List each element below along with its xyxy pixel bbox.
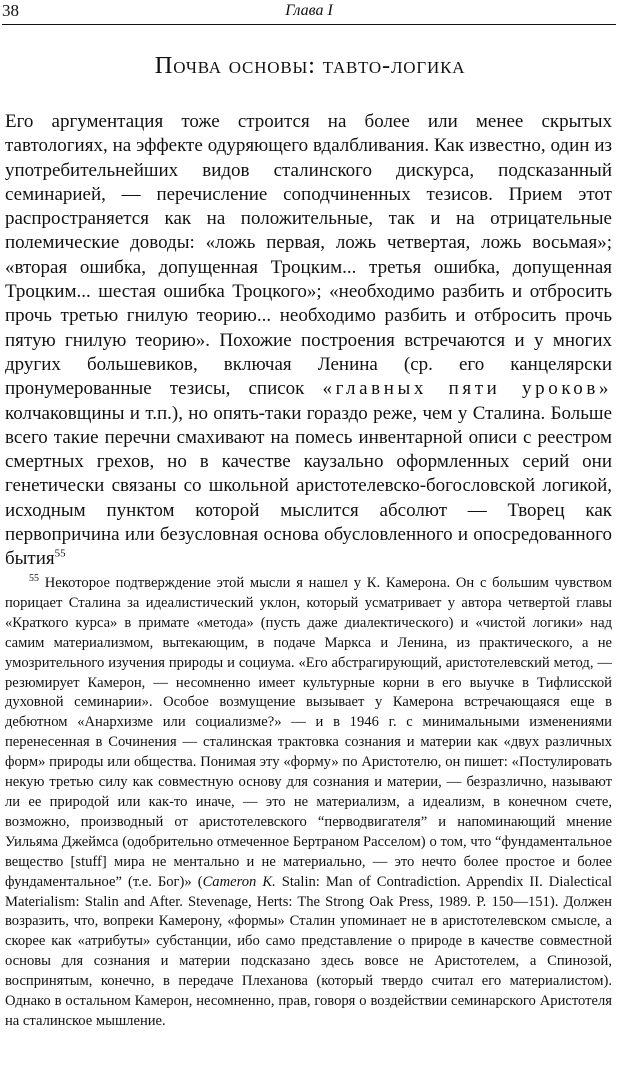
footnote-text-part-2: Stalin: Man of Contradiction. Appendix II. Dialectical Materialism: Stalin and After. Stevenage, Herts: The Strong Oak Press, 1989. P. 150—151). Должен возразить, что, вопреки Камерону, «формы» Сталин упоминает не в аристотелевском смысле, а скорее как «атрибуты» субстанции, ибо само представление о природе в качестве совместной основы для сознания и материи подсказано здесь вовсе не Аристотелем, а Спинозой, воспринятым, конечно, в передаче Плеханова (который твердо считал его материалистом). Однако в остальном Камерон, несомненно, прав, говоря о воздействии семинарского Аристотеля на сталинское мышление. bbox=[5, 873, 612, 1029]
body-text-part-1: Его аргументация тоже строится на более или менее скрытых тавтологиях, на эффекте одуряющего вдалбливания. Как известно, один из употребительнейших видов сталинского дискурса, подсказанный семинарией, — перечисление соподчиненных тезисов. Прием этот распространяется как на положительные, так и на отрицательные полемические доводы: «ложь первая, ложь четвертая, ложь восьмая»; «вторая ошибка, допущенная Троцким... третья ошибка, допущенная Троцким... шестая ошибка Троцкого»; «необходимо разбить и отбросить прочь третью гнилую теорию... необходимо разбить и отбросить прочь пятую гнилую теорию». Похожие построения встречаются и у многих других большевиков, включая Ленина (ср. его канцелярски пронумерованные тезисы, список bbox=[5, 111, 612, 400]
page-number: 38 bbox=[2, 1, 19, 20]
body-paragraph bbox=[5, 110, 612, 572]
footnote bbox=[5, 574, 612, 1032]
spaced-quote: «главных пяти уроков» bbox=[322, 378, 612, 400]
page-header bbox=[2, 0, 616, 25]
footnote-text-part-1: Некоторое подтверждение этой мысли я нашел у К. Камерона. Он с большим чувством порицает Сталина за идеалистический уклон, который усматривает у автора четвертой главы «Краткого курса» в примате «метода» (пусть даже диалектического) и «чистой логики» над самим материализмом, вытекающим, в подаче Маркса и Ленина, из практического, а не умозрительного изучения природы и социума. «Его абстрагирующий, аристотелевский метод, — резюмирует Камерон, — несомненно имеет культурные корни в его выучке в Тифлисской духовной семинарии». Особое возмущение вызывает у Камерона встречающаяся еще в дебютном «Анархизме или социализме?» — и в 1946 г. с минимальными изменениями перенесенная в Сочинения — сталинская трактовка сознания и материи как «двух различных форм» природы или общества. Понимая эту «форму» по Аристотелю, он пишет: «Постулировать некую третью силу как совместную основу для сознания и материи, — безразлично, называют ли ее природой или как-то иначе, — это не материализм, а идеализм, в конечном счете, возможно, производный от аристотелевского “перводвигателя” и напоминающий мнение Уильяма Джеймса (одобрительно отмеченное Бертраном Расселом) о том, что “фундаментальное вещество [stuff] мира не ментально и не материально, — это нечто более простое и более фундаментальное” (т.е. Бог)» ( bbox=[5, 575, 612, 890]
running-head: Глава I bbox=[285, 2, 333, 19]
citation-author: Cameron K. bbox=[202, 873, 276, 890]
body-text-part-2: колчаковщины и т.п.), но опять-таки гораздо реже, чем у Сталина. Больше всего такие перечни смахивают на помесь инвентарной описи с реестром смертных грехов, но в качестве каузально оформленных серий они генетически связаны со школьной аристотелевско-богословской логикой, исходным пунктом которой мыслится абсолют — Творец как первопричина или безусловная основа обусловленного и опосредованного бытия bbox=[5, 402, 612, 570]
footnote-number: 55 bbox=[29, 573, 39, 585]
section-title: Почва основы: тавто-логика bbox=[154, 52, 466, 79]
footnote-reference[interactable]: 55 bbox=[54, 548, 66, 561]
